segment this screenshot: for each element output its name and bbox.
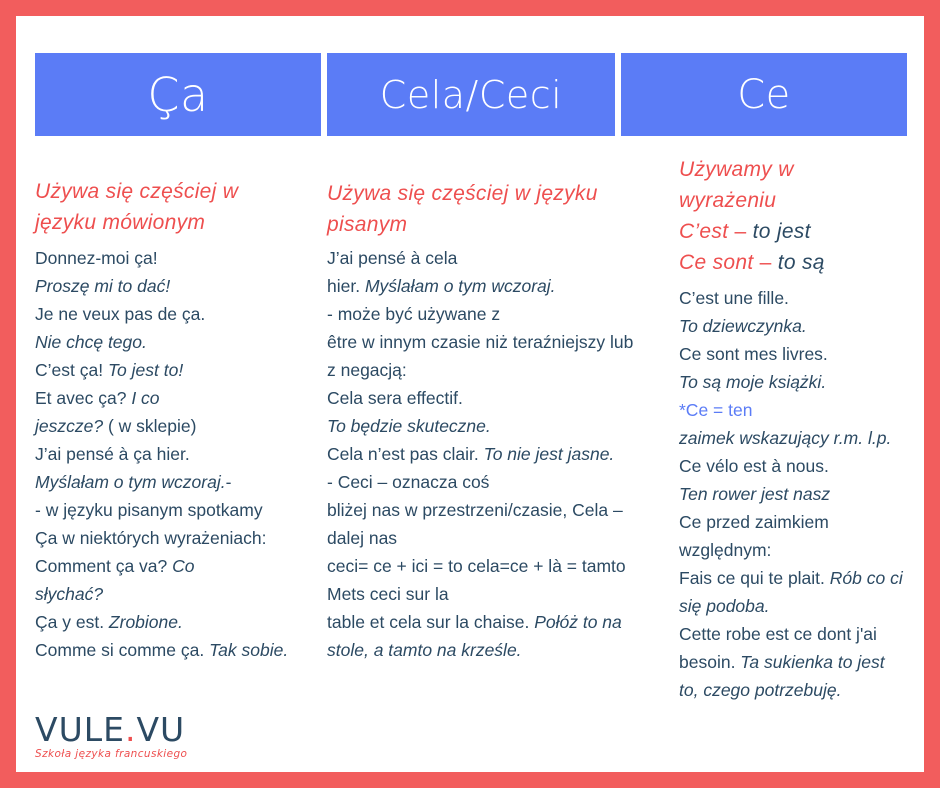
text-line: to, czego potrzebuję. [679, 680, 842, 700]
header-ca: Ça [35, 53, 321, 136]
text-line: bliżej nas w przestrzeni/czasie, Cela – [327, 500, 623, 520]
text-line: z negacją: [327, 360, 407, 380]
column-body [35, 244, 325, 664]
text-line: C’est ça! To jest to! [35, 360, 184, 380]
column-subhead: Używa się częściej w języku mówionym [35, 180, 239, 234]
column-ca [35, 176, 325, 664]
text-line: J’ai pensé à ça hier. [35, 444, 190, 464]
text-line: C’est une fille. [679, 288, 789, 308]
text-line: się podoba. [679, 596, 770, 616]
expr-ce-sont: Ce sont – to są [679, 251, 825, 274]
text-line: - w języku pisanym spotkamy [35, 500, 263, 520]
text-line: Je ne veux pas de ça. [35, 304, 206, 324]
text-line: To będzie skuteczne. [327, 416, 491, 436]
column-ce [679, 154, 924, 704]
column-body [327, 244, 667, 664]
text-line: Comme si comme ça. Tak sobie. [35, 640, 289, 660]
text-line: To są moje książki. [679, 372, 827, 392]
text-line: être w innym czasie niż teraźniejszy lub [327, 332, 634, 352]
text-line: Et avec ça? I co [35, 388, 160, 408]
expr-cest: C’est – to jest [679, 220, 811, 243]
text-line: - może być używane z [327, 304, 501, 324]
column-body [679, 284, 924, 704]
text-line: ceci= ce + ici = to cela=ce + là = tamto [327, 556, 626, 576]
text-line: Ce sont mes livres. [679, 344, 828, 364]
text-line: *Ce = ten [679, 400, 753, 420]
text-line: hier. Myślałam o tym wczoraj. [327, 276, 556, 296]
text-line: - Ceci – oznacza coś [327, 472, 490, 492]
text-line: Cela sera effectif. [327, 388, 463, 408]
vulevu-logo [35, 710, 188, 760]
text-line: besoin. Ta sukienka to jest [679, 652, 885, 672]
text-line: jeszcze? ( w sklepie) [35, 416, 197, 436]
text-line: table et cela sur la chaise. Połóż to na [327, 612, 622, 632]
text-line: Ce vélo est à nous. [679, 456, 829, 476]
text-line: względnym: [679, 540, 772, 560]
text-line: zaimek wskazujący r.m. l.p. [679, 428, 892, 448]
logo-wordmark: VULE.VU [35, 710, 186, 749]
header-ce: Ce [621, 53, 907, 136]
text-line: Cela n’est pas clair. To nie jest jasne. [327, 444, 615, 464]
logo-tagline: Szkoła języka francuskiego [35, 748, 188, 760]
text-line: Ça w niektórych wyrażeniach: [35, 528, 267, 548]
text-line: dalej nas [327, 528, 398, 548]
text-line: Cette robe est ce dont j'ai [679, 624, 877, 644]
text-line: Myślałam o tym wczoraj.- [35, 472, 232, 492]
text-line: Comment ça va? Co [35, 556, 195, 576]
header-cela-ceci: Cela/Ceci [327, 53, 615, 136]
text-line: Proszę mi to dać! [35, 276, 171, 296]
text-line: stole, a tamto na krześle. [327, 640, 522, 660]
text-line: Nie chcę tego. [35, 332, 147, 352]
text-line: słychać? [35, 584, 104, 604]
column-subhead: Używamy w wyrażeniu C’est – to jest Ce sont – to są [679, 154, 924, 278]
text-line: Donnez-moi ça! [35, 248, 158, 268]
text-line: Mets ceci sur la [327, 584, 449, 604]
infographic-card [16, 16, 924, 772]
text-line: Ce przed zaimkiem [679, 512, 829, 532]
column-subhead: Używa się częściej w języku pisanym [327, 182, 598, 236]
text-line: J’ai pensé à cela [327, 248, 458, 268]
text-line: To dziewczynka. [679, 316, 807, 336]
text-line: Fais ce qui te plait. Rób co ci [679, 568, 903, 588]
column-cela-ceci [327, 178, 667, 664]
text-line: Ten rower jest nasz [679, 484, 831, 504]
text-line: Ça y est. Zrobione. [35, 612, 183, 632]
